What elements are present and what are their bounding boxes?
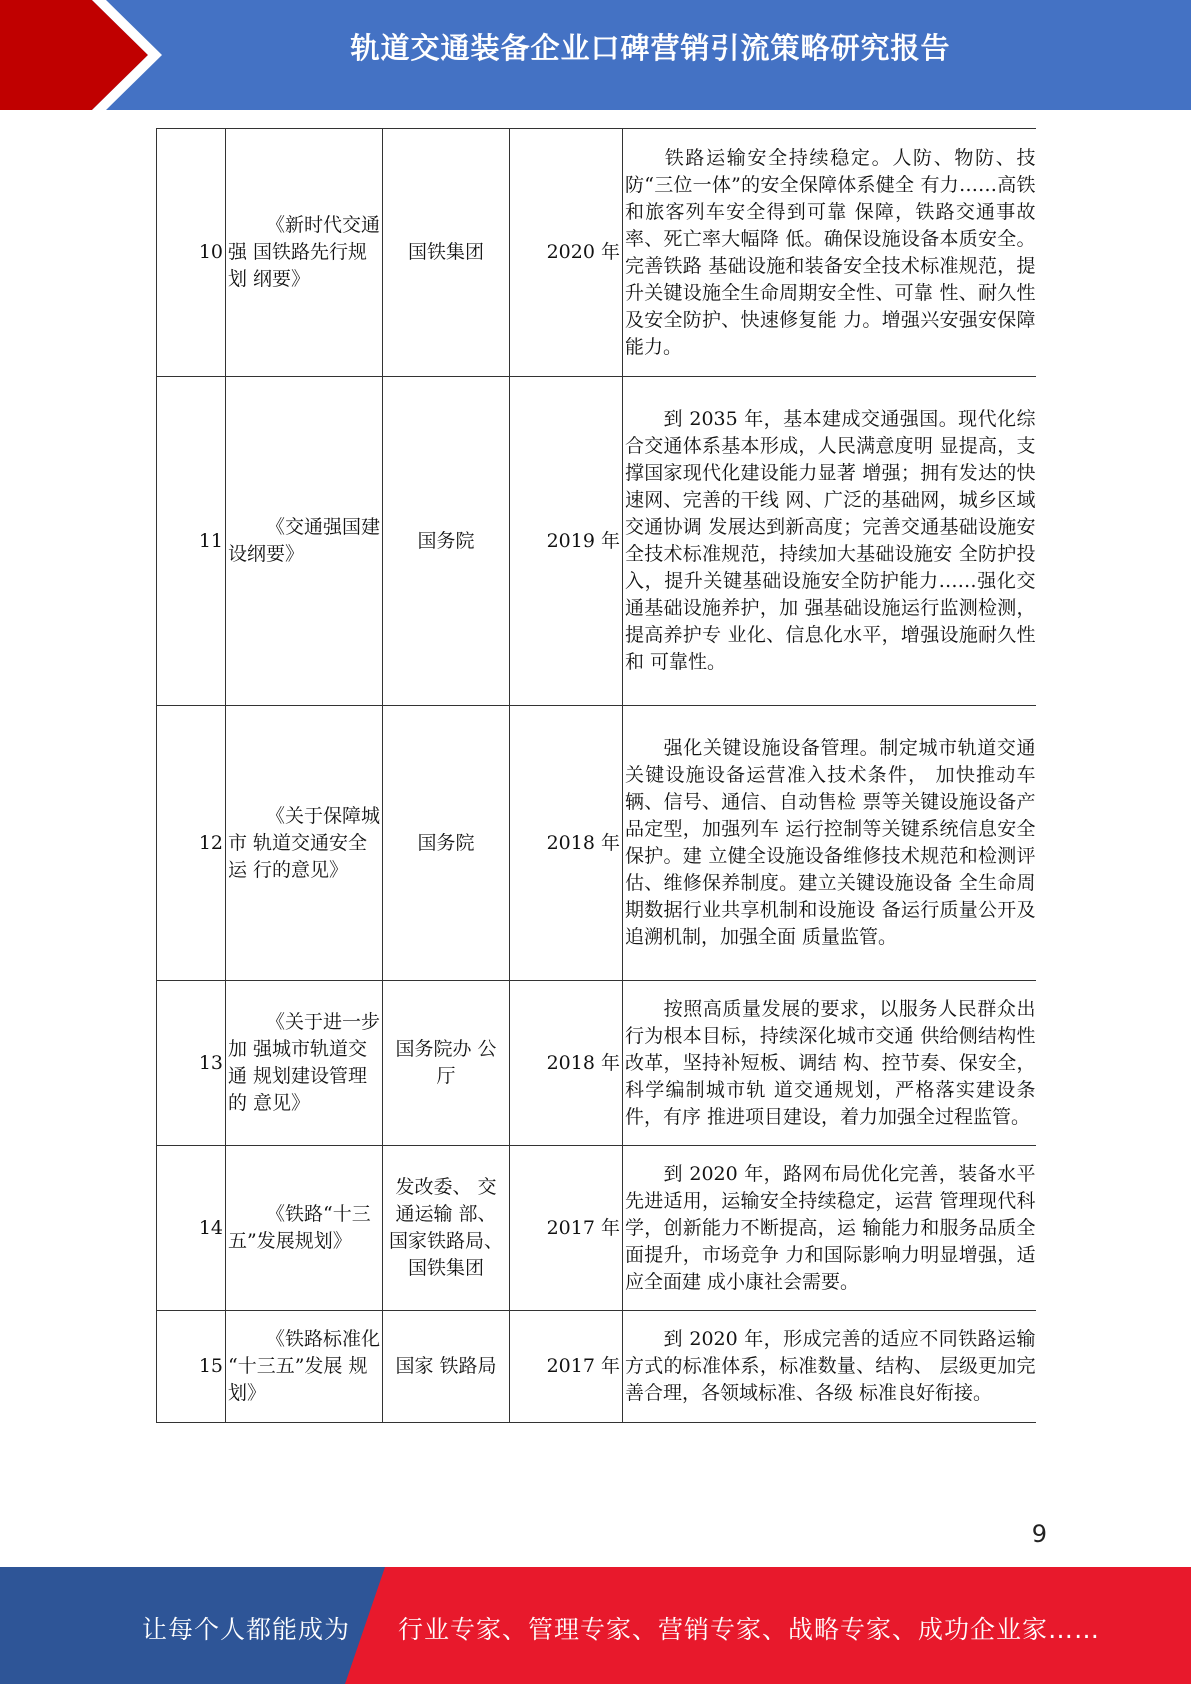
year: 2017 年 (510, 1311, 623, 1423)
table-row (157, 981, 1036, 1146)
policy-content: 到 2020 年，路网布局优化完善，装备水平先进适用，运输安全持续稳定，运营 管理现代科学，创新能力不断提高，运 输能力和服务品质全面提升，市场竞争 力和国际影响力明显增强，适应全面建 成小康社会需要。 (623, 1146, 1036, 1311)
policy-name: 《交通强国建设纲要》 (226, 377, 383, 706)
year: 2019 年 (510, 377, 623, 706)
page-footer (0, 1567, 1191, 1684)
policy-name: 《关于进一步加 强城市轨道交通 规划建设管理的 意见》 (226, 981, 383, 1146)
policy-name: 《铁路“十三五”发展规划》 (226, 1146, 383, 1311)
policy-name: 《新时代交通强 国铁路先行规划 纲要》 (226, 129, 383, 377)
table-row (157, 1146, 1036, 1311)
document-title: 轨道交通装备企业口碑营销引流策略研究报告 (350, 31, 951, 65)
footer-slogan-right: 行业专家、管理专家、营销专家、战略专家、成功企业家…… (398, 1615, 1101, 1644)
policy-content: 到 2020 年，形成完善的适应不同铁路运输方式的标准体系，标准数量、结构、 层级更加完善合理，各领域标准、各级 标准良好衔接。 (623, 1311, 1036, 1423)
year: 2018 年 (510, 706, 623, 981)
policy-content: 按照高质量发展的要求，以服务人民群众出行为根本目标，持续深化城市交通 供给侧结构性改革，坚持补短板、调结 构、控节奏、保安全，科学编制城市轨 道交通规划，严格落实建设条件，有序 推进项目建设，着力加强全过程监管。 (623, 981, 1036, 1146)
issuer: 国务院办 公厅 (383, 981, 510, 1146)
issuer: 国务院 (383, 706, 510, 981)
issuer: 国铁集团 (383, 129, 510, 377)
row-number: 13 (157, 981, 226, 1146)
year: 2020 年 (510, 129, 623, 377)
footer-slogan-left: 让每个人都能成为 (142, 1615, 351, 1644)
table-row (157, 706, 1036, 981)
row-number: 12 (157, 706, 226, 981)
page-header (0, 0, 1191, 110)
year: 2018 年 (510, 981, 623, 1146)
issuer: 发改委、 交通运输 部、国家铁路局、 国铁集团 (383, 1146, 510, 1311)
policy-name: 《铁路标准化 “十三五”发展 规划》 (226, 1311, 383, 1423)
row-number: 10 (157, 129, 226, 377)
table-row (157, 377, 1036, 706)
year: 2017 年 (510, 1146, 623, 1311)
page-number: 9 (1031, 1520, 1047, 1548)
header-red-arrow (0, 0, 148, 110)
policy-content: 到 2035 年，基本建成交通强国。现代化综合交通体系基本形成，人民满意度明 显提高，支撑国家现代化建设能力显著 增强；拥有发达的快速网、完善的干线 网、广泛的基础网，城乡区域交通协调 发展达到新高度；完善交通基础设施安 全技术标准规范，持续加大基础设施安 全防护投入，提升关键基础设施安全防护能力……强化交通基础设施养护，加 强基础设施运行监测检测，提高养护专 业化、信息化水平，增强设施耐久性和 可靠性。 (623, 377, 1036, 706)
table-row (157, 129, 1036, 377)
table-row (157, 1311, 1036, 1423)
policy-name: 《关于保障城市 轨道交通安全运 行的意见》 (226, 706, 383, 981)
policy-content: 强化关键设施设备管理。制定城市轨道交通关键设施设备运营准入技术条件， 加快推动车辆、信号、通信、自动售检 票等关键设施设备产品定型，加强列车 运行控制等关键系统信息安全保护。建 立健全设施设备维修技术规范和检测评 估、维修保养制度。建立关键设施设备 全生命周期数据行业共享机制和设施设 备运行质量公开及追溯机制，加强全面 质量监管。 (623, 706, 1036, 981)
policy-content: 铁路运输安全持续稳定。人防、物防、技防“三位一体”的安全保障体系健全 有力……高铁和旅客列车安全得到可靠 保障，铁路交通事故率、死亡率大幅降 低。确保设施设备本质安全。完善铁路 基础设施和装备安全技术标准规范，提 升关键设施全生命周期安全性、可靠 性、耐久性及安全防护、快速修复能 力。增强兴安强安保障能力。 (623, 129, 1036, 377)
issuer: 国务院 (383, 377, 510, 706)
row-number: 14 (157, 1146, 226, 1311)
policy-table (156, 128, 1036, 1423)
row-number: 15 (157, 1311, 226, 1423)
row-number: 11 (157, 377, 226, 706)
issuer: 国家 铁路局 (383, 1311, 510, 1423)
